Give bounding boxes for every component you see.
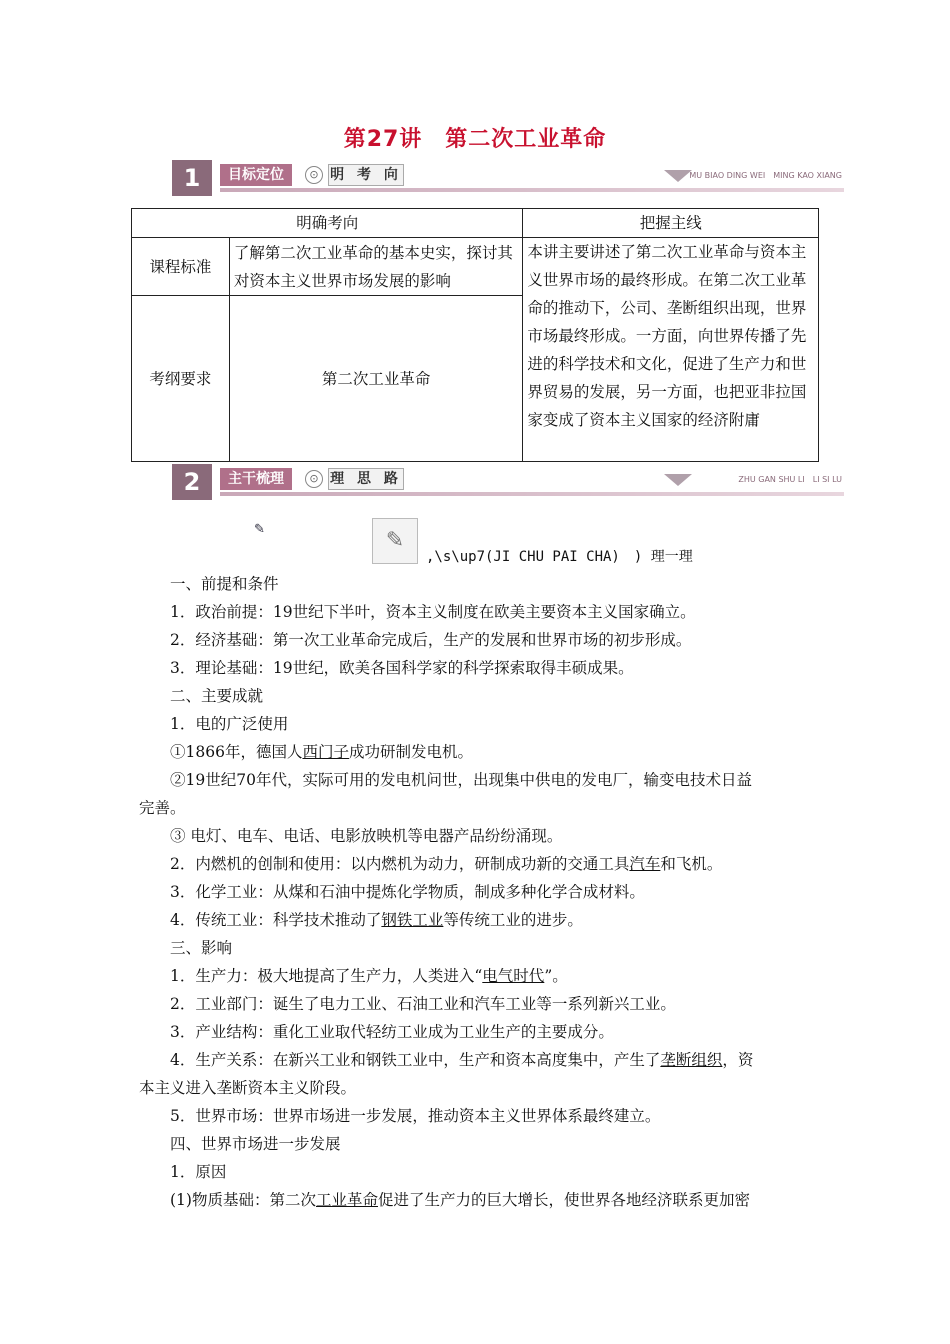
paragraph: 4．传统工业：科学技术推动了钢铁工业等传统工业的进步。 (170, 911, 583, 929)
paragraph: 1．电的广泛使用 (170, 715, 289, 733)
outline-content (139, 570, 815, 1214)
answer-underline: 电气时代 (482, 967, 545, 985)
heading: 三、影响 (170, 939, 233, 957)
base-check-text: ,\s\up7(JI CHU PAI CHA) ) 理一理 (426, 549, 693, 565)
paragraph-continuation: 本主义进入垄断资本主义阶段。 (139, 1079, 357, 1097)
section-number: 1 (172, 160, 212, 196)
heading: 二、主要成就 (170, 687, 264, 705)
circle-arrow-icon: ⊙ (305, 470, 323, 488)
paragraph: ①1866年，德国人西门子成功研制发电机。 (170, 743, 473, 761)
section-subtitle: 理 思 路 (328, 468, 404, 490)
paragraph: 2．内燃机的创制和使用：以内燃机为动力，研制成功新的交通工具汽车和飞机。 (170, 855, 723, 873)
exam-direction-table (131, 208, 819, 462)
row-label-standard: 课程标准 (132, 238, 230, 296)
table-header-left: 明确考向 (132, 209, 523, 238)
section-subtitle: 明 考 向 (328, 164, 404, 186)
table-header-right: 把握主线 (523, 209, 819, 238)
answer-underline: 汽车 (629, 855, 661, 873)
triangle-icon (664, 474, 692, 486)
paragraph: 1．原因 (170, 1163, 227, 1181)
paragraph: ②19世纪70年代，实际可用的发电机问世，出现集中供电的发电厂，输变电技术日益 (170, 771, 752, 789)
paragraph: 2．经济基础：第一次工业革命完成后，生产的发展和世界市场的初步形成。 (170, 631, 692, 649)
paragraph: 1．生产力：极大地提高了生产力，人类进入“电气时代”。 (170, 967, 568, 985)
section-banner-goals (172, 160, 844, 196)
section-banner-outline (172, 464, 844, 500)
paragraph: 3．产业结构：重化工业取代轻纺工业成为工业生产的主要成分。 (170, 1023, 614, 1041)
row-label-syllabus: 考纲要求 (132, 296, 230, 462)
heading: 四、世界市场进一步发展 (170, 1135, 341, 1153)
paragraph: (1)物质基础：第二次工业革命促进了生产力的巨大增长，使世界各地经济联系更加密 (170, 1191, 750, 1209)
page-title: 第27讲 第二次工业革命 (343, 127, 607, 152)
section-pinyin: MU BIAO DING WEI MING KAO XIANG (689, 171, 842, 180)
section-divider (220, 188, 844, 192)
section-number: 2 (172, 464, 212, 500)
answer-underline: 垄断组织 (660, 1051, 723, 1069)
pen-icon: ✎ (254, 522, 265, 537)
section-divider (220, 492, 844, 496)
paragraph: 2．工业部门：诞生了电力工业、石油工业和汽车工业等一系列新兴工业。 (170, 995, 676, 1013)
paragraph: 5．世界市场：世界市场进一步发展，推动资本主义世界体系最终建立。 (170, 1107, 661, 1125)
row-text-standard: 了解第二次工业革命的基本史实，探讨其对资本主义世界市场发展的影响 (229, 238, 523, 296)
paragraph: 1．政治前提：19世纪下半叶，资本主义制度在欧美主要资本主义国家确立。 (170, 603, 696, 621)
notepad-icon: ✎ (372, 518, 418, 564)
circle-arrow-icon: ⊙ (305, 166, 323, 184)
main-line-text: 本讲主要讲述了第二次工业革命与资本主义世界市场的最终形成。在第二次工业革命的推动下，公司、垄断组织出现，世界市场最终形成。一方面，向世界传播了先进的科学技术和文化，促进了生产力和世界贸易的发展，另一方面，也把亚非拉国家变成了资本主义国家的经济附庸 (523, 238, 819, 462)
answer-underline: 工业革命 (315, 1191, 378, 1209)
section-label: 主干梳理 (220, 468, 292, 490)
triangle-icon (664, 170, 692, 182)
paragraph: ③ 电灯、电车、电话、电影放映机等电器产品纷纷涌现。 (170, 827, 563, 845)
paragraph: 3．理论基础：19世纪，欧美各国科学家的科学探索取得丰硕成果。 (170, 659, 634, 677)
answer-underline: 钢铁工业 (381, 911, 444, 929)
row-text-syllabus: 第二次工业革命 (229, 296, 523, 462)
heading: 一、前提和条件 (170, 575, 279, 593)
paragraph: 4．生产关系：在新兴工业和钢铁工业中，生产和资本高度集中，产生了垄断组织，资 (170, 1051, 754, 1069)
paragraph-continuation: 完善。 (139, 799, 186, 817)
section-pinyin: ZHU GAN SHU LI LI SI LU (738, 475, 842, 484)
answer-underline: 西门子 (302, 743, 349, 761)
paragraph: 3．化学工业：从煤和石油中提炼化学物质，制成多种化学合成材料。 (170, 883, 645, 901)
base-check-heading (252, 518, 702, 564)
section-label: 目标定位 (220, 164, 292, 186)
